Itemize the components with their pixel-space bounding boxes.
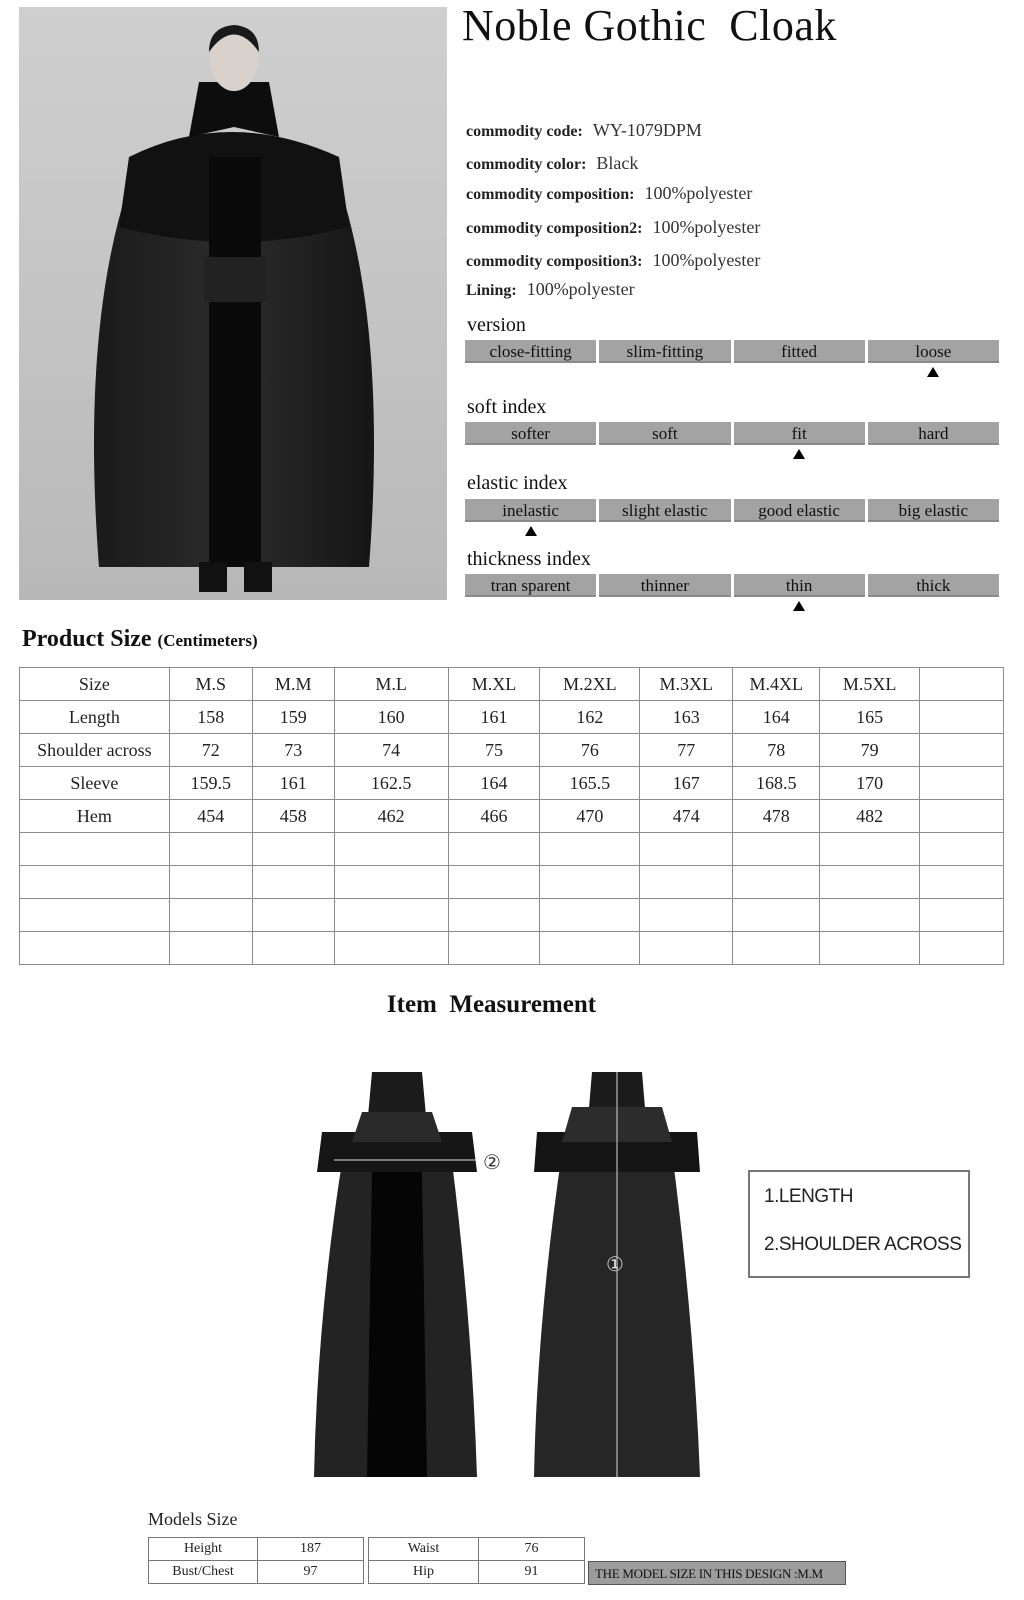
size-header-cell: M.S <box>169 668 252 701</box>
selected-marker-icon <box>927 367 939 377</box>
size-cell <box>820 932 920 965</box>
size-header-cell: M.3XL <box>640 668 733 701</box>
spec-commodity-code <box>466 120 702 141</box>
model-label: Waist <box>369 1538 479 1561</box>
size-cell <box>920 866 1004 899</box>
model-value: 187 <box>258 1538 364 1561</box>
size-header-cell: M.2XL <box>540 668 640 701</box>
size-cell: Length <box>20 701 170 734</box>
size-cell <box>920 932 1004 965</box>
size-cell <box>334 932 448 965</box>
size-cell: 478 <box>733 800 820 833</box>
selected-marker-icon <box>793 449 805 459</box>
model-value: 76 <box>479 1538 585 1561</box>
size-cell <box>640 833 733 866</box>
product-title: Noble Gothic Cloak <box>462 1 837 50</box>
size-cell <box>20 899 170 932</box>
size-cell: 165.5 <box>540 767 640 800</box>
size-cell: 164 <box>733 701 820 734</box>
size-cell: 160 <box>334 701 448 734</box>
size-cell: 162 <box>540 701 640 734</box>
size-cell: 161 <box>252 767 334 800</box>
version-title: version <box>467 314 526 336</box>
elastic-index-option: good elastic <box>734 499 865 522</box>
soft-index-option: soft <box>599 422 730 445</box>
size-cell <box>334 833 448 866</box>
size-cell: Shoulder across <box>20 734 170 767</box>
spec-value: 100%polyester <box>652 250 761 270</box>
size-cell: 167 <box>640 767 733 800</box>
size-cell <box>540 833 640 866</box>
product-size-heading: Product Size <box>22 626 152 652</box>
model-value: 91 <box>479 1561 585 1584</box>
spec-value: 100%polyester <box>652 217 761 237</box>
spec-label: commodity code: <box>466 123 583 140</box>
model-label: Bust/Chest <box>149 1561 258 1584</box>
size-row <box>20 866 1004 899</box>
elastic-index-option: inelastic <box>465 499 596 522</box>
spec-lining <box>466 279 635 300</box>
size-header-cell: M.M <box>252 668 334 701</box>
models-size-title: Models Size <box>148 1509 238 1529</box>
spec-commodity-composition2 <box>466 217 760 238</box>
size-cell: 170 <box>820 767 920 800</box>
size-cell <box>733 932 820 965</box>
size-cell: 462 <box>334 800 448 833</box>
model-label: Hip <box>369 1561 479 1584</box>
product-size-title <box>22 626 258 653</box>
thickness-index-option: thin <box>734 574 865 597</box>
size-cell <box>448 899 540 932</box>
size-cell: 165 <box>820 701 920 734</box>
version-option: fitted <box>734 340 865 363</box>
cloak-front-image <box>312 1072 482 1482</box>
models-table-right <box>368 1537 585 1584</box>
model-size-note: THE MODEL SIZE IN THIS DESIGN :M.M <box>588 1561 846 1585</box>
legend-shoulder-across: 2.SHOULDER ACROSS <box>764 1234 962 1255</box>
soft-index-bar <box>465 422 999 445</box>
size-cell <box>20 833 170 866</box>
size-cell: 79 <box>820 734 920 767</box>
spec-value: 100%polyester <box>644 183 753 203</box>
cloak-back-image <box>532 1072 702 1482</box>
shoulder-marker: ② <box>483 1150 501 1174</box>
size-cell <box>540 899 640 932</box>
size-cell: 458 <box>252 800 334 833</box>
spec-label: commodity color: <box>466 156 587 173</box>
size-cell: Sleeve <box>20 767 170 800</box>
size-cell: 466 <box>448 800 540 833</box>
length-marker: ① <box>606 1252 624 1276</box>
selected-marker-icon <box>525 526 537 536</box>
size-cell <box>448 866 540 899</box>
size-cell <box>640 866 733 899</box>
size-cell: 164 <box>448 767 540 800</box>
size-cell <box>448 833 540 866</box>
legend-length: 1.LENGTH <box>764 1186 853 1207</box>
thickness-index-title: thickness index <box>467 548 591 570</box>
spec-commodity-composition <box>466 183 752 204</box>
size-cell <box>252 866 334 899</box>
size-cell <box>640 932 733 965</box>
size-cell <box>920 800 1004 833</box>
size-row <box>20 734 1004 767</box>
size-cell <box>540 932 640 965</box>
size-row <box>20 767 1004 800</box>
size-cell <box>169 833 252 866</box>
spec-label: Lining: <box>466 282 517 299</box>
size-cell <box>169 866 252 899</box>
elastic-index-title: elastic index <box>467 472 568 494</box>
size-cell <box>820 833 920 866</box>
size-cell <box>252 899 334 932</box>
size-cell: 474 <box>640 800 733 833</box>
thickness-index-option: tran sparent <box>465 574 596 597</box>
spec-value: WY-1079DPM <box>592 120 702 140</box>
spec-label: commodity composition2: <box>466 220 643 237</box>
size-cell: 470 <box>540 800 640 833</box>
version-bar <box>465 340 999 363</box>
elastic-index-bar <box>465 499 999 522</box>
size-row <box>20 833 1004 866</box>
size-cell <box>920 701 1004 734</box>
soft-index-option: fit <box>734 422 865 445</box>
spec-value: 100%polyester <box>526 279 635 299</box>
size-cell <box>540 866 640 899</box>
size-cell <box>252 833 334 866</box>
size-cell <box>20 866 170 899</box>
item-measurement-title: Item Measurement <box>386 991 597 1018</box>
soft-index-option: softer <box>465 422 596 445</box>
model-value: 97 <box>258 1561 364 1584</box>
size-cell: 73 <box>252 734 334 767</box>
version-option: loose <box>868 340 999 363</box>
spec-commodity-color <box>466 153 638 174</box>
size-cell: 75 <box>448 734 540 767</box>
size-cell <box>920 734 1004 767</box>
model-photo <box>19 7 447 600</box>
size-cell <box>169 932 252 965</box>
version-option: close-fitting <box>465 340 596 363</box>
size-cell: 158 <box>169 701 252 734</box>
thickness-index-bar <box>465 574 999 597</box>
size-cell: 454 <box>169 800 252 833</box>
size-header-cell: M.XL <box>448 668 540 701</box>
models-table-left <box>148 1537 364 1584</box>
size-cell <box>920 899 1004 932</box>
size-cell <box>448 932 540 965</box>
size-row <box>20 701 1004 734</box>
size-cell: 74 <box>334 734 448 767</box>
size-header-cell: Size <box>20 668 170 701</box>
elastic-index-option: big elastic <box>868 499 999 522</box>
size-row <box>20 932 1004 965</box>
size-cell: 162.5 <box>334 767 448 800</box>
size-cell: 161 <box>448 701 540 734</box>
soft-index-option: hard <box>868 422 999 445</box>
soft-index-title: soft index <box>467 396 547 418</box>
size-cell <box>334 866 448 899</box>
size-cell <box>169 899 252 932</box>
size-header-cell: M.5XL <box>820 668 920 701</box>
size-cell <box>733 866 820 899</box>
size-cell: 78 <box>733 734 820 767</box>
size-cell <box>733 833 820 866</box>
selected-marker-icon <box>793 601 805 611</box>
product-size-unit: (Centimeters) <box>157 631 258 650</box>
size-cell <box>640 899 733 932</box>
size-row <box>20 800 1004 833</box>
size-cell <box>20 932 170 965</box>
spec-label: commodity composition3: <box>466 253 643 270</box>
size-cell: 72 <box>169 734 252 767</box>
size-cell: 159.5 <box>169 767 252 800</box>
size-cell <box>920 833 1004 866</box>
size-cell: 159 <box>252 701 334 734</box>
product-size-table <box>19 667 1004 965</box>
size-cell: 482 <box>820 800 920 833</box>
size-header-cell: M.4XL <box>733 668 820 701</box>
size-cell <box>252 932 334 965</box>
size-cell <box>820 866 920 899</box>
size-cell <box>733 899 820 932</box>
spec-value: Black <box>596 153 639 173</box>
size-cell <box>920 767 1004 800</box>
model-label: Height <box>149 1538 258 1561</box>
thickness-index-option: thick <box>868 574 999 597</box>
size-cell <box>820 899 920 932</box>
size-cell: 163 <box>640 701 733 734</box>
size-cell: 76 <box>540 734 640 767</box>
spec-label: commodity composition: <box>466 186 635 203</box>
size-header-cell: M.L <box>334 668 448 701</box>
spec-commodity-composition3 <box>466 250 760 271</box>
elastic-index-option: slight elastic <box>599 499 730 522</box>
size-cell: 168.5 <box>733 767 820 800</box>
size-cell <box>334 899 448 932</box>
size-row <box>20 899 1004 932</box>
thickness-index-option: thinner <box>599 574 730 597</box>
size-cell: Hem <box>20 800 170 833</box>
version-option: slim-fitting <box>599 340 730 363</box>
size-cell: 77 <box>640 734 733 767</box>
size-header-row <box>20 668 1004 701</box>
measurement-legend <box>748 1170 970 1278</box>
size-header-cell <box>920 668 1004 701</box>
